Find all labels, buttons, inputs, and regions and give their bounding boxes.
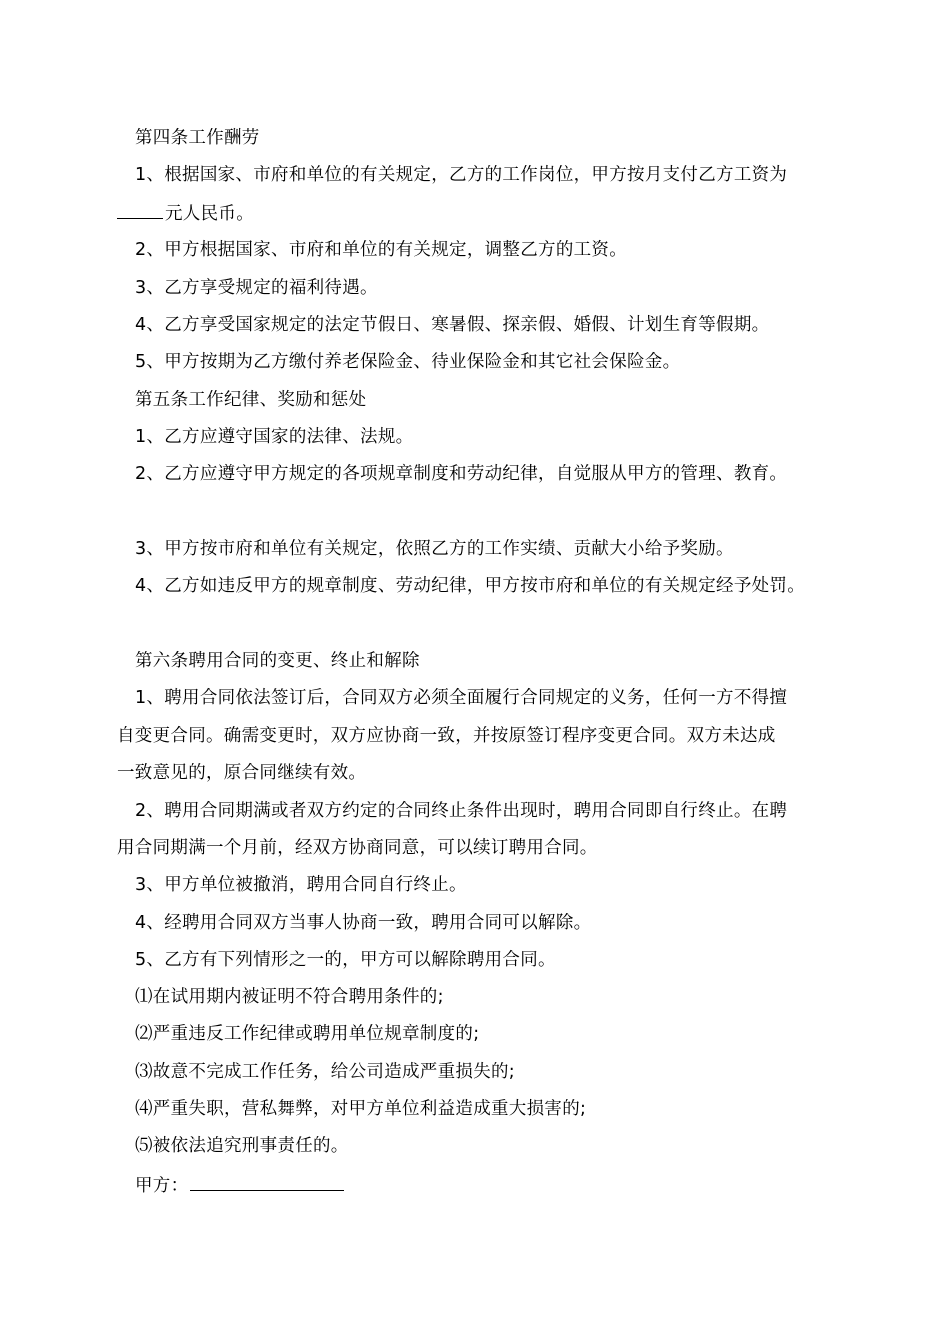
article4-item3: 3、乙方享受规定的福利待遇。 xyxy=(135,278,378,298)
article6-item4: 4、经聘用合同双方当事人协商一致，聘用合同可以解除。 xyxy=(135,913,592,933)
article5-heading: 第五条工作纪律、奖励和惩处 xyxy=(135,390,367,410)
article6-item1-line2: 自变更合同。确需变更时，双方应协商一致，并按原签订程序变更合同。双方未达成 xyxy=(117,726,776,746)
article4-item2: 2、甲方根据国家、市府和单位的有关规定，调整乙方的工资。 xyxy=(135,240,628,260)
article6-item2-line2: 用合同期满一个月前，经双方协商同意，可以续订聘用合同。 xyxy=(117,838,598,858)
article6-item1-line1: 1、聘用合同依法签订后，合同双方必须全面履行合同规定的义务，任何一方不得擅 xyxy=(135,688,788,708)
party-a-signature xyxy=(135,1172,344,1198)
article4-item5: 5、甲方按期为乙方缴付养老保险金、待业保险金和其它社会保险金。 xyxy=(135,352,681,372)
article4-heading: 第四条工作酬劳 xyxy=(135,128,260,148)
article6-sub3: ⑶故意不完成工作任务，给公司造成严重损失的; xyxy=(135,1062,515,1082)
article6-item1-line3: 一致意见的，原合同继续有效。 xyxy=(117,763,367,783)
article6-item5: 5、乙方有下列情形之一的，甲方可以解除聘用合同。 xyxy=(135,950,556,970)
salary-blank xyxy=(117,200,163,219)
party-a-label: 甲方： xyxy=(135,1176,189,1196)
article4-item1-line2 xyxy=(117,200,254,226)
article6-item2-line1: 2、聘用合同期满或者双方约定的合同终止条件出现时，聘用合同即自行终止。在聘 xyxy=(135,801,788,821)
article4-item4: 4、乙方享受国家规定的法定节假日、寒暑假、探亲假、婚假、计划生育等假期。 xyxy=(135,315,770,335)
article6-sub4: ⑷严重失职，营私舞弊，对甲方单位利益造成重大损害的; xyxy=(135,1099,587,1119)
article6-heading: 第六条聘用合同的变更、终止和解除 xyxy=(135,651,420,671)
article4-item1-line2-text: 元人民币。 xyxy=(165,204,254,224)
article5-item1: 1、乙方应遵守国家的法律、法规。 xyxy=(135,427,414,447)
article4-item1-line1: 1、根据国家、市府和单位的有关规定，乙方的工作岗位，甲方按月支付乙方工资为 xyxy=(135,165,788,185)
party-a-signature-blank xyxy=(190,1172,344,1191)
article5-item2: 2、乙方应遵守甲方规定的各项规章制度和劳动纪律，自觉服从甲方的管理、教育。 xyxy=(135,464,788,484)
article6-item3: 3、甲方单位被撤消，聘用合同自行终止。 xyxy=(135,875,467,895)
article6-sub1: ⑴在试用期内被证明不符合聘用条件的; xyxy=(135,987,444,1007)
article5-item4: 4、乙方如违反甲方的规章制度、劳动纪律，甲方按市府和单位的有关规定经予处罚。 xyxy=(135,576,806,596)
article6-sub5: ⑸被依法追究刑事责任的。 xyxy=(135,1136,349,1156)
article5-item3: 3、甲方按市府和单位有关规定，依照乙方的工作实绩、贡献大小给予奖励。 xyxy=(135,539,734,559)
article6-sub2: ⑵严重违反工作纪律或聘用单位规章制度的; xyxy=(135,1024,480,1044)
